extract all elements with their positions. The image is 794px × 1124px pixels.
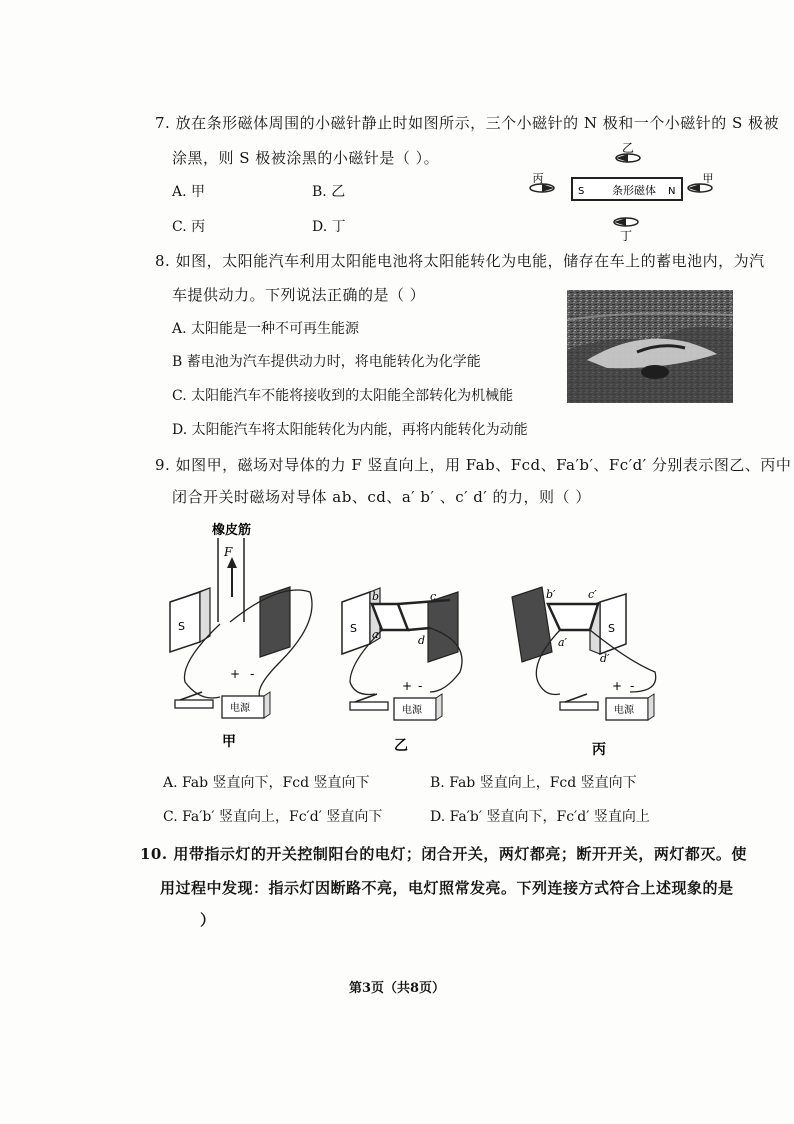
yi-plus: +: [402, 679, 413, 693]
needle-bottom: [614, 218, 638, 243]
q8-option-a: A. 太阳能是一种不可再生能源: [172, 321, 360, 337]
q9-option-a: A. Fab 竖直向下，Fcd 竖直向下: [163, 775, 370, 791]
jia-plus: +: [230, 667, 241, 681]
needle-right: [688, 172, 714, 192]
caption-jia: 甲: [222, 734, 236, 750]
q7-option-b: B. 乙: [312, 184, 346, 200]
magnet-label: 条形磁体: [612, 184, 656, 197]
caption-yi: 乙: [394, 738, 408, 754]
solar-car-photo: [567, 290, 733, 403]
q7-option-c: C. 丙: [172, 219, 206, 235]
yi-label-c: c: [430, 590, 437, 603]
needle-top-label: 乙: [621, 141, 635, 155]
jia-minus: -: [250, 667, 255, 681]
q9-option-c: C. Fa′b′ 竖直向上，Fc′d′ 竖直向下: [163, 809, 383, 825]
q9-circuit-figures: [160, 512, 680, 762]
figure-yi: [342, 588, 462, 754]
needle-left: [530, 172, 554, 192]
q10-line1: 10. 用带指示灯的开关控制阳台的电灯；闭合开关，两灯都亮；断开开关，两灯都灭。使: [140, 845, 747, 863]
yi-minus: -: [418, 679, 423, 693]
bing-s-label: S: [608, 622, 615, 635]
bing-minus: -: [630, 679, 635, 693]
page-footer: 第3页（共8页）: [348, 981, 446, 996]
needle-bottom-label: 丁: [619, 229, 633, 243]
q7-line2: 涂黑，则 S 极被涂黑的小磁针是（ ）。: [172, 149, 440, 167]
force-label: F: [224, 545, 233, 559]
q9-option-b: B. Fab 竖直向上，Fcd 竖直向下: [430, 775, 637, 791]
q8-option-b: B 蓄电池为汽车提供动力时，将电能转化为化学能: [172, 354, 481, 370]
jia-battery: 电源: [230, 703, 250, 714]
magnet-s-pole: S: [578, 186, 585, 197]
yi-s-label: S: [350, 622, 357, 635]
q9-line2: 闭合开关时磁场对导体 ab、cd、a′ b′ 、c′ d′ 的力，则（ ）: [172, 488, 591, 506]
yi-label-a: a: [372, 628, 379, 641]
q10-line3: ）: [200, 911, 216, 929]
bing-label-b: b′: [546, 588, 556, 601]
figure-jia: [170, 522, 312, 750]
q9-line1: 9. 如图甲，磁场对导体的力 F 竖直向上，用 Fab、Fcd、Fa′b′、Fc′d′ 分别表示图乙、丙中: [155, 456, 792, 474]
bing-label-c: c′: [588, 588, 597, 601]
q10-line2: 用过程中发现：指示灯因断路不亮，电灯照常发亮。下列连接方式符合上述现象的是: [160, 879, 734, 897]
bar-magnet-figure: [520, 140, 730, 245]
needle-left-label: 丙: [532, 172, 544, 185]
q8-option-c: C. 太阳能汽车不能将接收到的太阳能全部转化为机械能: [172, 388, 514, 404]
q9-option-d: D. Fa′b′ 竖直向下，Fc′d′ 竖直向上: [430, 809, 650, 825]
q8-line2: 车提供动力。下列说法正确的是（ ）: [172, 286, 426, 304]
q8-line1: 8. 如图，太阳能汽车利用太阳能电池将太阳能转化为电能，储存在车上的蓄电池内，为汽: [155, 252, 765, 270]
yi-label-b: b: [372, 590, 380, 603]
q7-option-a: A. 甲: [172, 184, 206, 200]
bing-battery: 电源: [614, 705, 634, 716]
magnet-n-pole: N: [668, 186, 676, 197]
jia-s-label: S: [178, 620, 185, 633]
bing-label-a: a′: [558, 636, 568, 649]
needle-right-label: 甲: [702, 172, 714, 185]
needle-top: [616, 141, 640, 162]
caption-bing: 丙: [592, 742, 606, 758]
yi-label-d: d: [418, 634, 426, 647]
bing-label-d: d′: [600, 652, 610, 665]
yi-battery: 电源: [402, 705, 422, 716]
rubber-band-label: 橡皮筋: [212, 523, 252, 538]
q8-option-d: D. 太阳能汽车将太阳能转化为内能，再将内能转化为动能: [172, 422, 528, 438]
figure-bing: [512, 587, 656, 758]
q7-line1: 7. 放在条形磁体周围的小磁针静止时如图所示，三个小磁针的 N 极和一个小磁针的 S 极被: [155, 114, 780, 132]
bing-plus: +: [612, 679, 623, 693]
q7-option-d: D. 丁: [312, 219, 346, 235]
